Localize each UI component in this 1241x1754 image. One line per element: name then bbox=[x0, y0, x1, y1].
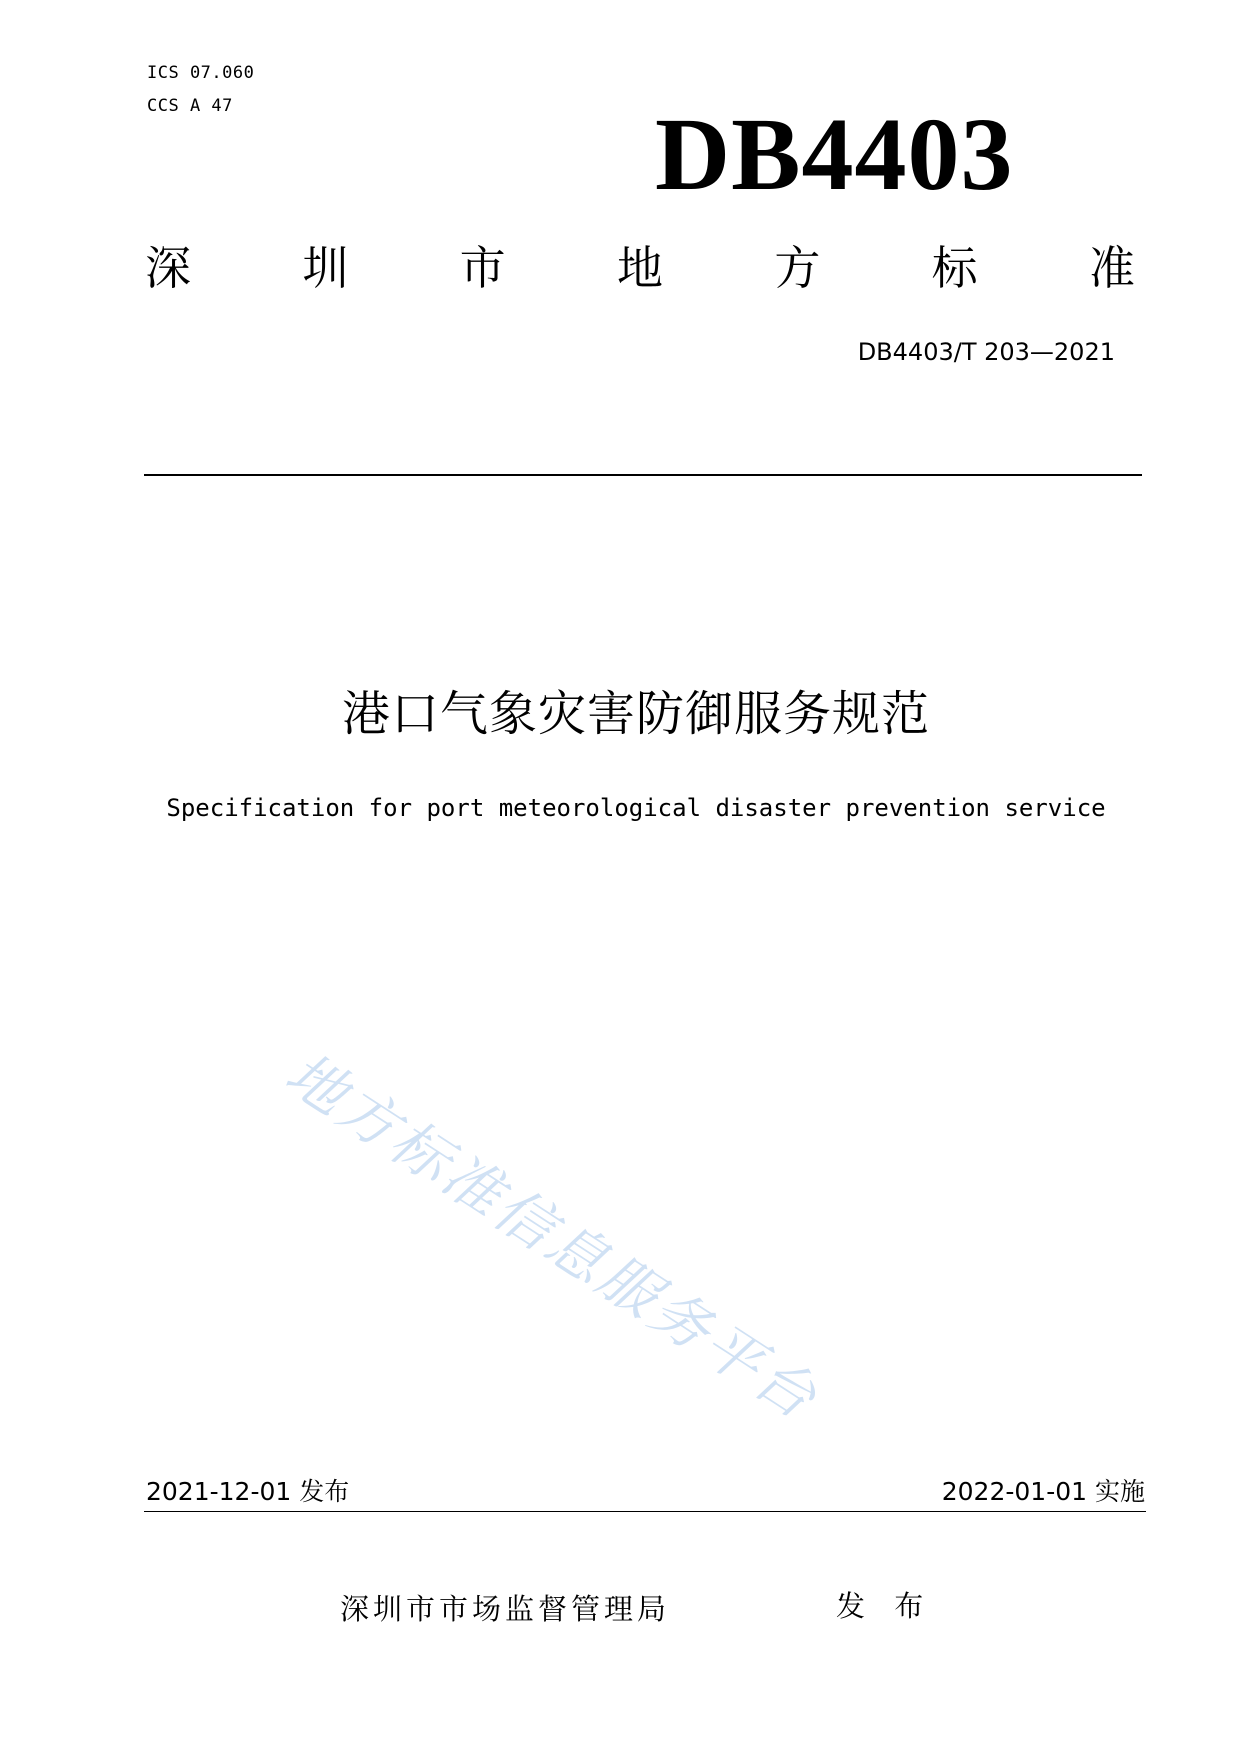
standard-type-char: 市 bbox=[459, 241, 506, 295]
ccs-code: CCS A 47 bbox=[147, 96, 233, 116]
standard-code-logo: DB4403 bbox=[655, 97, 1014, 212]
standard-type-heading bbox=[145, 238, 1135, 298]
title-english: Specification for port meteorological disaster prevention service bbox=[166, 794, 1106, 822]
standard-type-char: 准 bbox=[1088, 241, 1135, 295]
standard-number: DB4403/T 203—2021 bbox=[857, 338, 1115, 366]
watermark: 地方标准信息服务平台 bbox=[273, 1038, 831, 1434]
standard-type-char: 深 bbox=[145, 241, 191, 295]
title-chinese: 港口气象灾害防御服务规范 bbox=[341, 686, 930, 742]
standard-type-char: 圳 bbox=[302, 241, 349, 295]
standard-type-char: 方 bbox=[774, 241, 821, 295]
publish-label: 发 布 bbox=[836, 1589, 934, 1623]
top-divider bbox=[144, 474, 1142, 476]
bottom-divider bbox=[144, 1511, 1146, 1512]
issue-date: 2021-12-01 发布 bbox=[146, 1477, 350, 1506]
implementation-date: 2022-01-01 实施 bbox=[941, 1477, 1145, 1506]
standard-type-char: 标 bbox=[931, 241, 978, 295]
standard-type-char: 地 bbox=[616, 241, 663, 295]
ics-code: ICS 07.060 bbox=[147, 63, 255, 83]
publisher-name: 深圳市市场监督管理局 bbox=[340, 1592, 671, 1626]
